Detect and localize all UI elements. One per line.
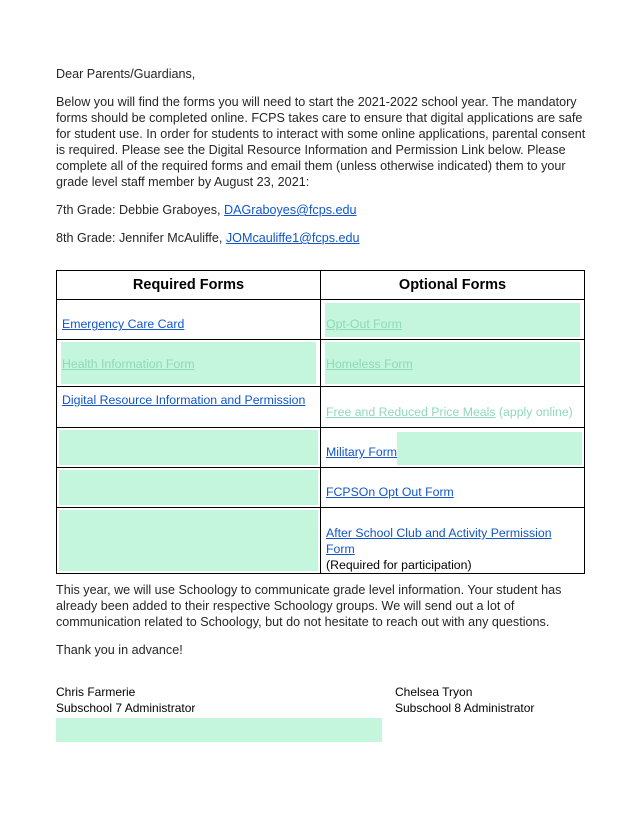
- cell-empty-required-1: [57, 428, 321, 468]
- apply-online-note: (apply online): [495, 405, 573, 419]
- link-opt-out-form[interactable]: Opt-Out Form: [326, 317, 402, 331]
- link-health-information-form[interactable]: Health Information Form: [62, 357, 195, 371]
- letter-body: [56, 66, 586, 258]
- intro-paragraph: Below you will find the forms you will need to start the 2021-2022 school year. The mandatory forms should be completed online. FCPS takes care to ensure that digital applications are safe for student use. In order for students to interact with some online applications, parental consent is required. Please see the Digital Resource Information and Permission Link below. Please complete all of the required forms and email them (unless otherwise indicated) them to your grade level staff member by August 23, 2021:: [56, 95, 586, 189]
- forms-table: [56, 270, 585, 574]
- cell-digital-resource: [57, 387, 321, 428]
- link-emergency-care-card[interactable]: Emergency Care Card: [62, 317, 185, 331]
- cell-fcpson: [321, 468, 585, 508]
- cell-empty-required-3: [57, 508, 321, 574]
- highlight-block: [59, 470, 318, 505]
- cell-after-school: [321, 508, 585, 574]
- link-military-form[interactable]: Military Form: [326, 445, 398, 459]
- signature-title: Subschool 7 Administrator: [56, 701, 196, 715]
- cell-health-info: [57, 340, 321, 387]
- closing-paragraph: This year, we will use Schoology to communicate grade level information. Your student has already been added to their respective Schoology groups. We will send out a lot of communication related to Schoology, but do not hesitate to reach out with any questions.: [56, 583, 562, 629]
- link-after-school-permission[interactable]: After School Club and Activity Permission Form: [326, 526, 552, 556]
- cell-military: [321, 428, 585, 468]
- cell-emergency-care: [57, 300, 321, 340]
- cell-empty-required-2: [57, 468, 321, 508]
- contact-7th-grade: [56, 202, 586, 218]
- contact-label: 7th Grade: Debbie Graboyes,: [56, 203, 225, 217]
- link-fcpson-opt-out-form[interactable]: FCPSOn Opt Out Form: [326, 485, 454, 499]
- signature-left: [56, 684, 195, 716]
- contact-8th-grade: [56, 230, 586, 246]
- link-free-reduced-meals[interactable]: Free and Reduced Price Meals: [326, 405, 496, 419]
- required-participation-note: (Required for participation): [326, 558, 472, 572]
- header-optional-forms: Optional Forms: [321, 271, 585, 300]
- email-link-graboyes[interactable]: DAGraboyes@fcps.edu: [224, 203, 357, 217]
- highlight-bar: [56, 718, 382, 742]
- link-digital-resource-permission[interactable]: Digital Resource Information and Permission: [62, 393, 306, 407]
- closing-section: [56, 582, 586, 658]
- contact-label: 8th Grade: Jennifer McAuliffe,: [56, 231, 226, 245]
- highlight-block: [59, 510, 318, 571]
- signature-name: Chris Farmerie: [56, 685, 136, 699]
- cell-free-reduced: [321, 387, 585, 428]
- header-required-forms: Required Forms: [57, 271, 321, 300]
- link-homeless-form[interactable]: Homeless Form: [326, 357, 413, 371]
- cell-opt-out: [321, 300, 585, 340]
- signature-right: [395, 684, 534, 716]
- signature-title: Subschool 8 Administrator: [395, 701, 535, 715]
- thanks-line: Thank you in advance!: [56, 643, 183, 657]
- greeting: Dear Parents/Guardians,: [56, 67, 196, 81]
- cell-homeless: [321, 340, 585, 387]
- highlight-block: [59, 430, 318, 465]
- signature-name: Chelsea Tryon: [395, 685, 473, 699]
- email-link-mcauliffe[interactable]: JOMcauliffe1@fcps.edu: [225, 231, 360, 245]
